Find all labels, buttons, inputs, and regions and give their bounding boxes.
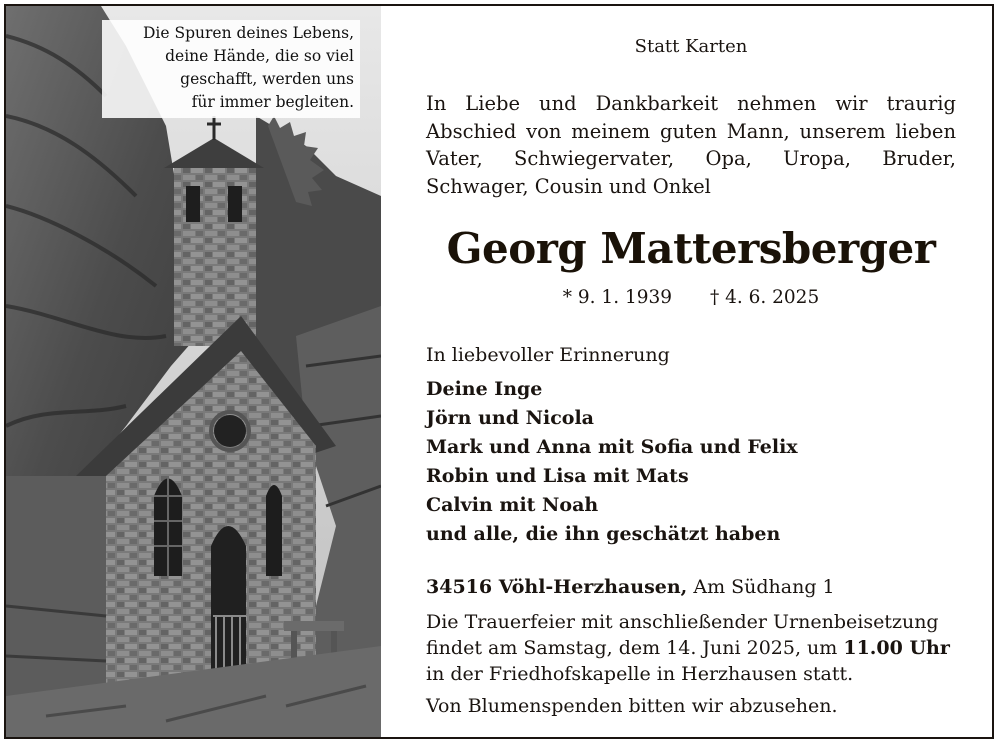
birth-date: * 9. 1. 1939 (562, 287, 673, 308)
intro-paragraph: In Liebe und Dankbarkeit nehmen wir traurig Abschied von meinem guten Mann, unserem lieben Vater, Schwiegervater, Opa, Uropa, Bruder, Schwager, Cousin und Onkel (426, 92, 956, 198)
service-text-after: in der Friedhofskapelle in Herzhausen statt. (426, 663, 854, 685)
address-line (426, 576, 835, 598)
remembrance-line: In liebevoller Erinnerung (426, 344, 670, 366)
service-text-before: Die Trauerfeier mit anschließender Urnenbeisetzung findet am Samstag, dem 14. Juni 2025, um (426, 611, 939, 659)
family-member: Mark und Anna mit Sofia und Felix (426, 436, 798, 458)
chapel-photo (6, 6, 381, 737)
statt-karten-header: Statt Karten (634, 36, 748, 57)
death-date: † 4. 6. 2025 (709, 287, 820, 308)
family-member: Calvin mit Noah (426, 494, 599, 516)
life-dates (426, 287, 956, 308)
family-list (426, 375, 798, 549)
family-member: Jörn und Nicola (426, 407, 594, 429)
funeral-service-info (426, 609, 956, 687)
family-member: Deine Inge (426, 378, 543, 400)
deceased-name: Georg Mattersberger (446, 224, 936, 273)
family-member: und alle, die ihn geschätzt haben (426, 523, 781, 545)
address-street: Am Südhang 1 (693, 576, 835, 598)
motto-verse: Die Spuren deines Lebens, deine Hände, die so viel geschafft, werden uns für immer begleiten. (102, 20, 360, 118)
service-time: 11.00 Uhr (843, 637, 950, 659)
family-member: Robin und Lisa mit Mats (426, 465, 689, 487)
address-place: 34516 Vöhl-Herzhausen, (426, 576, 688, 598)
flowers-note: Von Blumenspenden bitten wir abzusehen. (426, 695, 838, 717)
obituary-notice (4, 4, 994, 739)
